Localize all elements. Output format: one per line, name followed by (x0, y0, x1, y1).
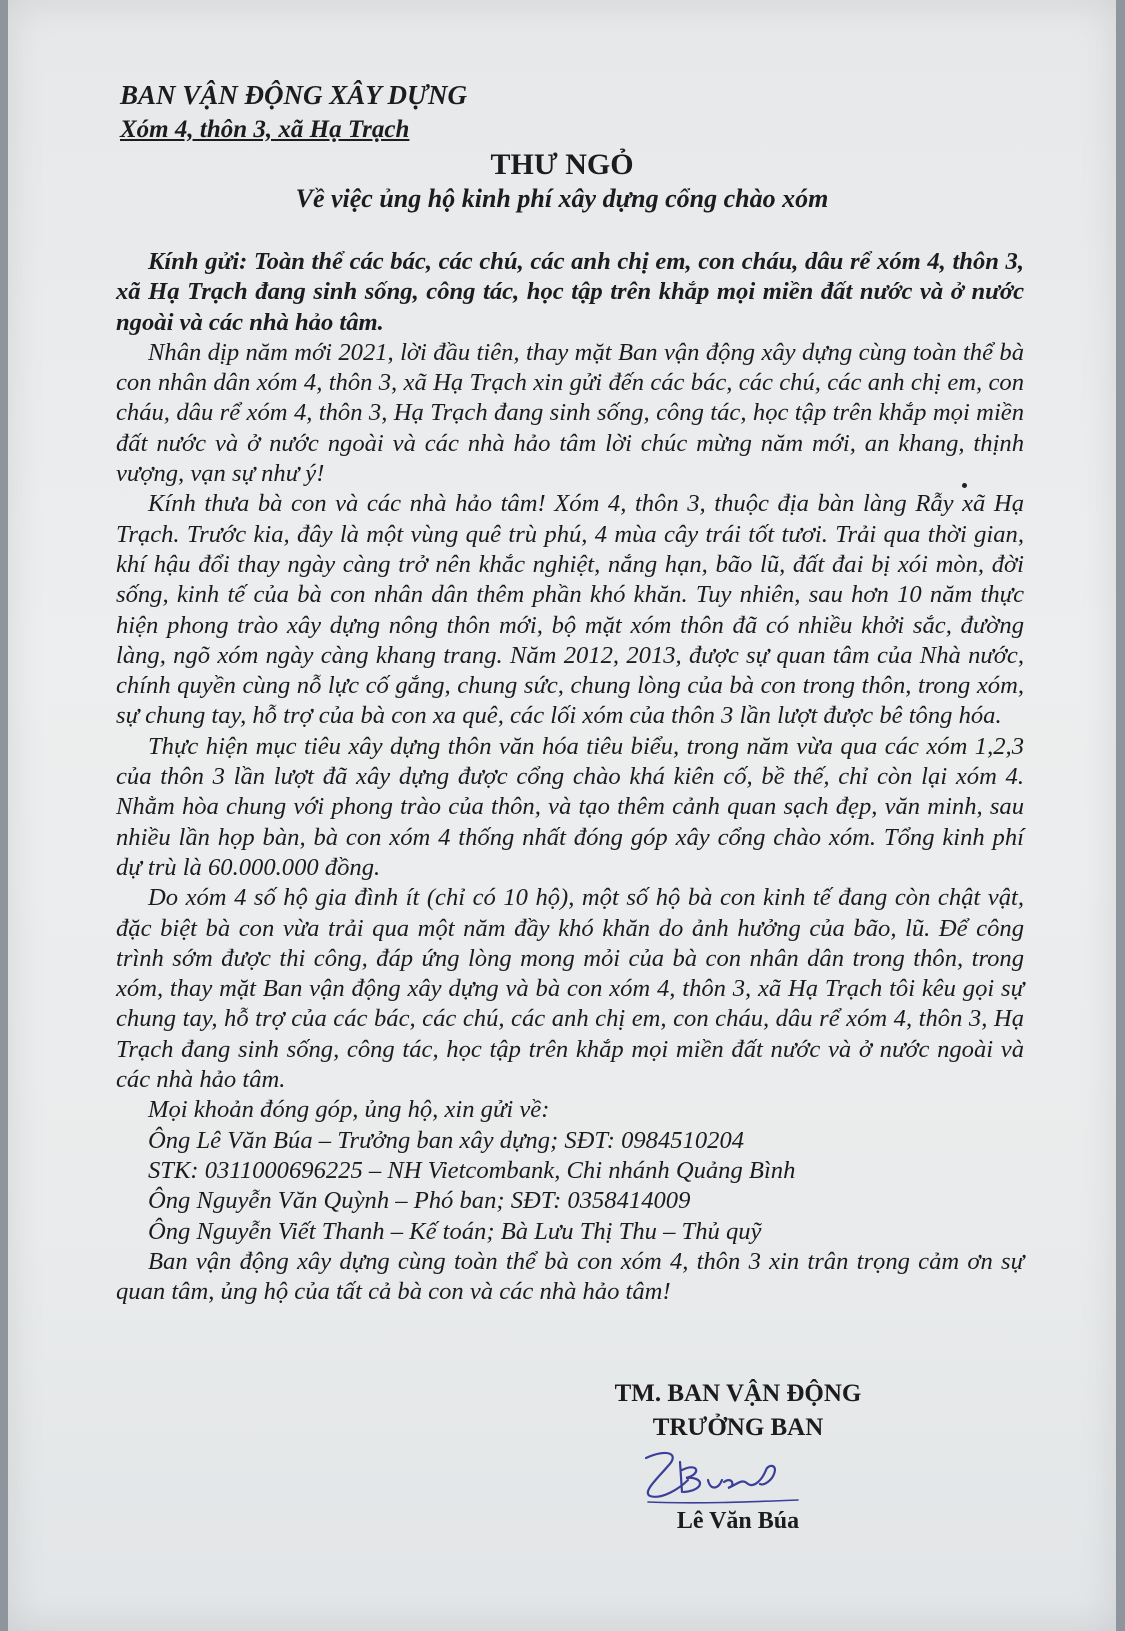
closing-thanks: Ban vận động xây dựng cùng toàn thể bà con xóm 4, thôn 3 xin trân trọng cảm ơn sự quan tâm, ủng hộ của tất cả bà con và các nhà hảo tâm! (116, 1247, 1024, 1306)
contact-line-accounting: Ông Nguyễn Viết Thanh – Kế toán; Bà Lưu Thị Thu – Thủ quỹ (148, 1217, 762, 1245)
letter-page (8, 0, 1116, 1631)
paragraph-background: Kính thưa bà con và các nhà hảo tâm! Xóm 4, thôn 3, thuộc địa bàn làng Rẫy xã Hạ Trạch. Trước kia, đây là một vùng quê trù phú, 4 mùa cây trái tốt tươi. Trải qua thời gian, khí hậu đổi thay ngày càng trở nên khắc nghiệt, nắng hạn, bão lũ, đất đai bị xói mòn, đời sống, kinh tế của bà con nhân dân thêm phần khó khăn. Tuy nhiên, sau hơn 10 năm thực hiện phong trào xây dựng nông thôn mới, bộ mặt xóm thôn đã có nhiều khởi sắc, đường làng, ngõ xóm ngày càng khang trang. Năm 2012, 2013, được sự quan tâm của Nhà nước, chính quyền cùng nỗ lực cố gắng, chung sức, chung lòng của bà con trong thôn, trong xóm, sự chung tay, hỗ trợ của bà con xa quê, các lối xóm của thôn 3 lần lượt được bê tông hóa. (116, 490, 1024, 730)
paragraph-appeal: Do xóm 4 số hộ gia đình ít (chỉ có 10 hộ), một số hộ bà con kinh tế đang còn chật vật, đặc biệt bà con vừa trải qua một năm đầy khó khăn do ảnh hưởng của bão, lũ. Để công trình sớm được thi công, đáp ứng lòng mong mỏi của bà con nhân dân trong thôn, trong xóm, thay mặt Ban vận động xây dựng và bà con xóm 4, thôn 3, xã Hạ Trạch tôi kêu gọi sự chung tay, hỗ trợ của các bác, các chú, các anh chị em, con cháu, dâu rể xóm 4, thôn 3, Hạ Trạch đang sinh sống, công tác, học tập trên khắp mọi miền đất nước và ở nước ngoài và các nhà hảo tâm. (116, 884, 1024, 1094)
salutation: Kính gửi: Toàn thể các bác, các chú, các anh chị em, con cháu, dâu rể xóm 4, thôn 3, xã Hạ Trạch đang sinh sống, công tác, học tập trên khắp mọi miền đất nước và ở nước ngoài và các nhà hảo tâm. (116, 248, 1024, 336)
ink-speck (962, 483, 967, 488)
signer-name: Lê Văn Búa (676, 1508, 800, 1534)
handwritten-signature (628, 1440, 808, 1510)
contact-line-bank: STK: 0311000696225 – NH Vietcombank, Chi nhánh Quảng Bình (148, 1156, 796, 1184)
contact-intro: Mọi khoản đóng góp, ủng hộ, xin gửi về: (148, 1096, 550, 1124)
letter-body (116, 247, 1024, 1307)
signature-title-line2: TRƯỞNG BAN (652, 1414, 824, 1441)
contact-line-head: Ông Lê Văn Búa – Trưởng ban xây dựng; SĐT: 0984510204 (148, 1126, 745, 1154)
letter-title: THƯ NGỎ (490, 148, 634, 181)
paragraph-project: Thực hiện mục tiêu xây dựng thôn văn hóa tiêu biểu, trong năm vừa qua các xóm 1,2,3 của thôn 3 lần lượt đã xây dựng được cổng chào khá kiên cố, bề thế, chỉ còn lại xóm 4. Nhằm hòa chung với phong trào của thôn, và tạo thêm cảnh quan sạch đẹp, văn minh, sau nhiều lần họp bàn, bà con xóm 4 thống nhất đóng góp xây cổng chào xóm. Tổng kinh phí dự trù là 60.000.000 đồng. (116, 732, 1024, 881)
contact-line-deputy: Ông Nguyễn Văn Quỳnh – Phó ban; SĐT: 0358414009 (148, 1187, 691, 1215)
organization-name: BAN VẬN ĐỘNG XÂY DỰNG (120, 80, 467, 110)
signature-title-line1: TM. BAN VẬN ĐỘNG (614, 1380, 862, 1407)
letter-subtitle: Về việc ủng hộ kinh phí xây dựng cổng chào xóm (295, 184, 829, 213)
paragraph-greeting: Nhân dịp năm mới 2021, lời đầu tiên, thay mặt Ban vận động xây dựng cùng toàn thể bà con nhân dân xóm 4, thôn 3, xã Hạ Trạch xin gửi đến các bác, các chú, các anh chị em, con cháu, dâu rể xóm 4, thôn 3, Hạ Trạch đang sinh sống, công tác, học tập trên khắp mọi miền đất nước và ở nước ngoài và các nhà hảo tâm lời chúc mừng năm mới, an khang, thịnh vượng, vạn sự như ý! (116, 338, 1024, 488)
organization-location: Xóm 4, thôn 3, xã Hạ Trạch (120, 116, 410, 143)
